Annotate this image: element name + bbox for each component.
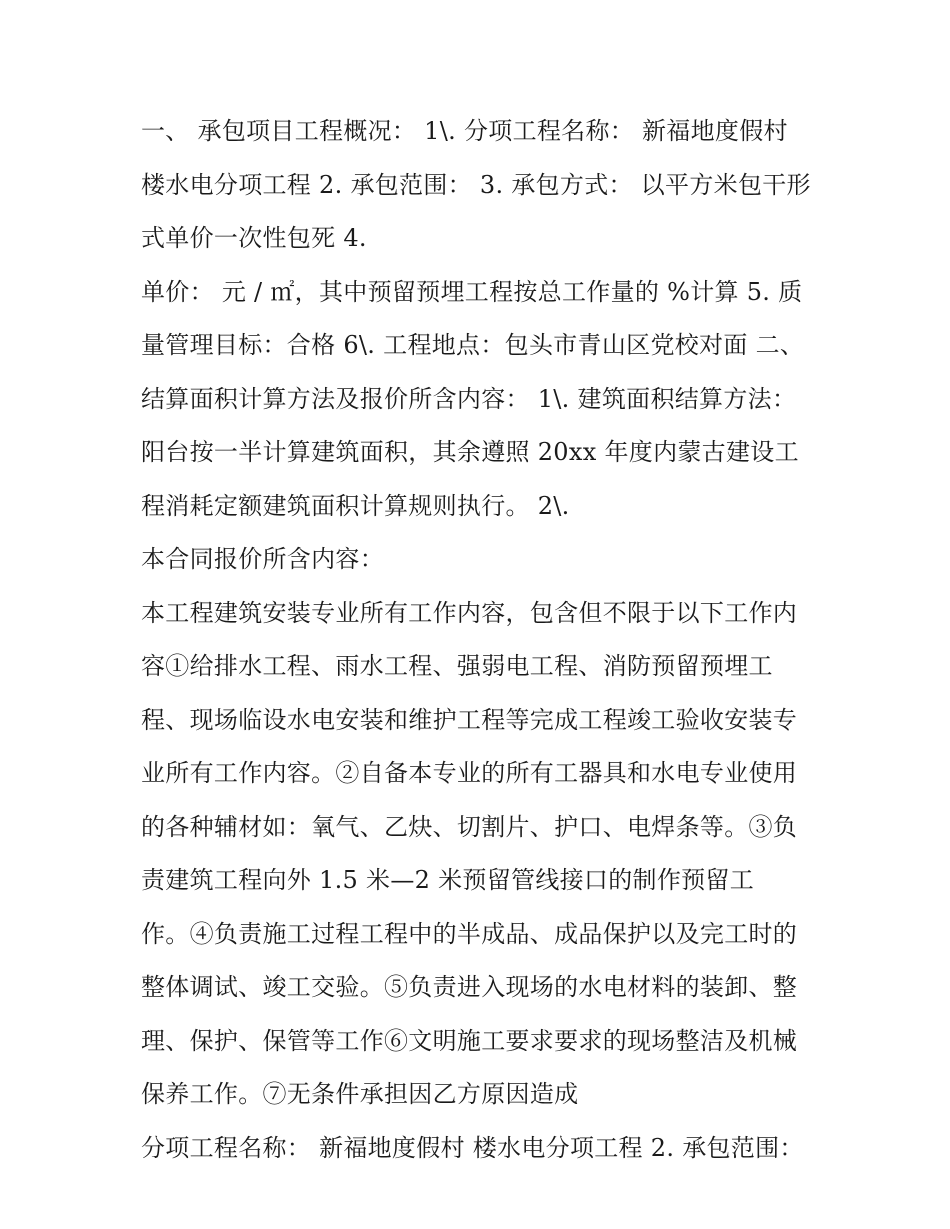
text-line: 本合同报价所含内容：	[141, 545, 384, 573]
text-line: 单价： 元 / ㎡，其中预留预埋工程按总工作量的 %计算 5. 质	[141, 277, 803, 306]
text-line: 程、现场临设水电安装和维护工程等完成工程竣工验收安装专	[141, 705, 798, 734]
text-line: 式单价一次性包死 4.	[141, 224, 367, 252]
text-line: 容①给排水工程、雨水工程、强弱电工程、消防预留预埋工	[141, 652, 773, 680]
text-line: 楼水电分项工程 2. 承包范围： 3. 承包方式： 以平方米包干形	[141, 170, 811, 199]
text-line: 理、保护、保管等工作⑥文明施工要求要求的现场整洁及机械	[141, 1026, 798, 1055]
text-line: 责建筑工程向外 1.5 米—2 米预留管线接口的制作预留工	[141, 866, 755, 894]
text-line: 结算面积计算方法及报价所含内容： 1\. 建筑面积结算方法：	[141, 384, 797, 413]
text-line: 一、 承包项目工程概况： 1\. 分项工程名称： 新福地度假村	[141, 117, 788, 145]
text-line: 本工程建筑安装专业所有工作内容，包含但不限于以下工作内	[141, 598, 798, 627]
text-line: 阳台按一半计算建筑面积，其余遵照 20xx 年度内蒙古建设工	[141, 438, 799, 466]
text-line: 业所有工作内容。②自备本专业的所有工器具和水电专业使用	[141, 759, 798, 787]
text-line: 作。④负责施工过程工程中的半成品、成品保护以及完工时的	[141, 919, 798, 948]
text-line: 的各种辅材如：氧气、乙炔、切割片、护口、电焊条等。③负	[141, 812, 798, 841]
text-line: 量管理目标：合格 6\. 工程地点：包头市青山区党校对面 二、	[141, 331, 805, 359]
body-text	[141, 111, 821, 1181]
text-line: 程消耗定额建筑面积计算规则执行。 2\.	[141, 491, 570, 520]
text-line: 整体调试、竣工交验。⑤负责进入现场的水电材料的装卸、整	[141, 973, 798, 1001]
text-line: 保养工作。⑦无条件承担因乙方原因造成	[141, 1080, 579, 1108]
text-line: 分项工程名称： 新福地度假村 楼水电分项工程 2. 承包范围：	[141, 1133, 804, 1162]
